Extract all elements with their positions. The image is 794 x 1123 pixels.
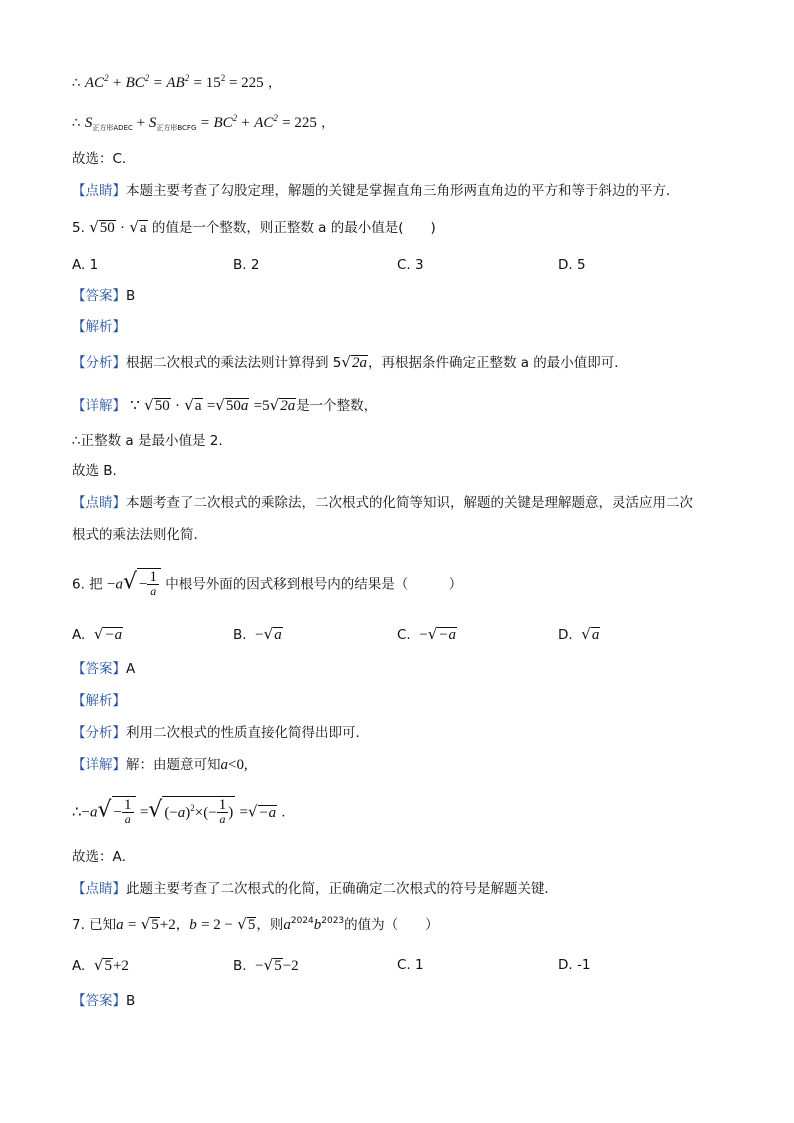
q5-option-d: D. 5 (558, 257, 586, 273)
q6-analysis-header: 【解析】 (72, 693, 126, 709)
q7-option-a: A. √5+2 (72, 956, 129, 974)
q6-choice: 故选：A． (72, 849, 136, 865)
q6-option-d: D. √a (558, 625, 600, 643)
q5-analysis: 【分析】根据二次根式的乘法法则计算得到 5√2a，再根据条件确定正整数 a 的最小值即可． (72, 353, 628, 371)
q5-detail: 【详解】 ∵ √50 · √a =√50a =5√2a是一个整数， (72, 396, 378, 414)
choice-line: 故选：C． (72, 151, 136, 167)
formula-line-1: ∴ $AC^2 + BC^2 = AB^2 = 15^2 = 225$ ， (72, 73, 282, 91)
q6-option-a: A. √−a (72, 625, 123, 643)
q6-answer: 【答案】A (72, 661, 136, 677)
q5-answer: 【答案】B (72, 288, 136, 304)
q6-option-b: B. −√a (233, 625, 282, 643)
q7-option-c: C. 1 (397, 957, 424, 973)
q6-option-c: C. −√−a (397, 625, 456, 643)
question-7: 7. 已知a = √5+2，b = 2 − √5，则$a^{2024}b^{2023}$的值为（ ） (72, 915, 439, 933)
question-5: 5. √50 · √a 的值是一个整数，则正整数 a 的最小值是( ) (72, 218, 436, 236)
q5-option-b: B. 2 (233, 257, 260, 273)
q7-option-d: D. -1 (558, 957, 591, 973)
q5-analysis-header: 【解析】 (72, 319, 126, 335)
q6-detail: 【详解】解：由题意可知a<0, (72, 757, 248, 773)
q5-choice: 故选 B. (72, 463, 117, 479)
q5-option-c: C. 3 (397, 257, 424, 273)
q5-comment-1: 【点睛】本题考查了二次根式的乘除法，二次根式的化简等知识，解题的关键是理解题意，灵活应用二次 (72, 495, 693, 511)
q5-option-a: A. 1 (72, 257, 99, 273)
q6-derivation: ∴−a√ − $\frac{1}{a}$ =√ $(-a)^2\times(-$ $\frac{1}{a}$ ) =√−a . (72, 797, 286, 826)
q6-analysis: 【分析】利用二次根式的性质直接化简得出即可． (72, 725, 369, 741)
formula-line-2: ∴ $S_{正方形ADEC} + S_{正方形BCFG} = BC^2 + AC^2 = 225$ ， (72, 113, 335, 132)
q7-option-b: B. −√5−2 (233, 956, 299, 974)
question-6: 6. 把 −a√ − $\frac{1}{a}$ 中根号外面的因式移到根号内的结果是（ ） (72, 569, 463, 598)
q6-comment: 【点睛】此题主要考查了二次根式的化简，正确确定二次根式的符号是解题关键． (72, 881, 558, 897)
q7-answer: 【答案】B (72, 993, 136, 1009)
q5-comment-2: 根式的乘法法则化简． (72, 527, 207, 543)
q5-conclusion: ∴正整数 a 是最小值是 2. (72, 433, 223, 449)
comment-line: 【点睛】本题主要考查了勾股定理，解题的关键是掌握直角三角形两直角边的平方和等于斜边的平方． (72, 183, 680, 199)
